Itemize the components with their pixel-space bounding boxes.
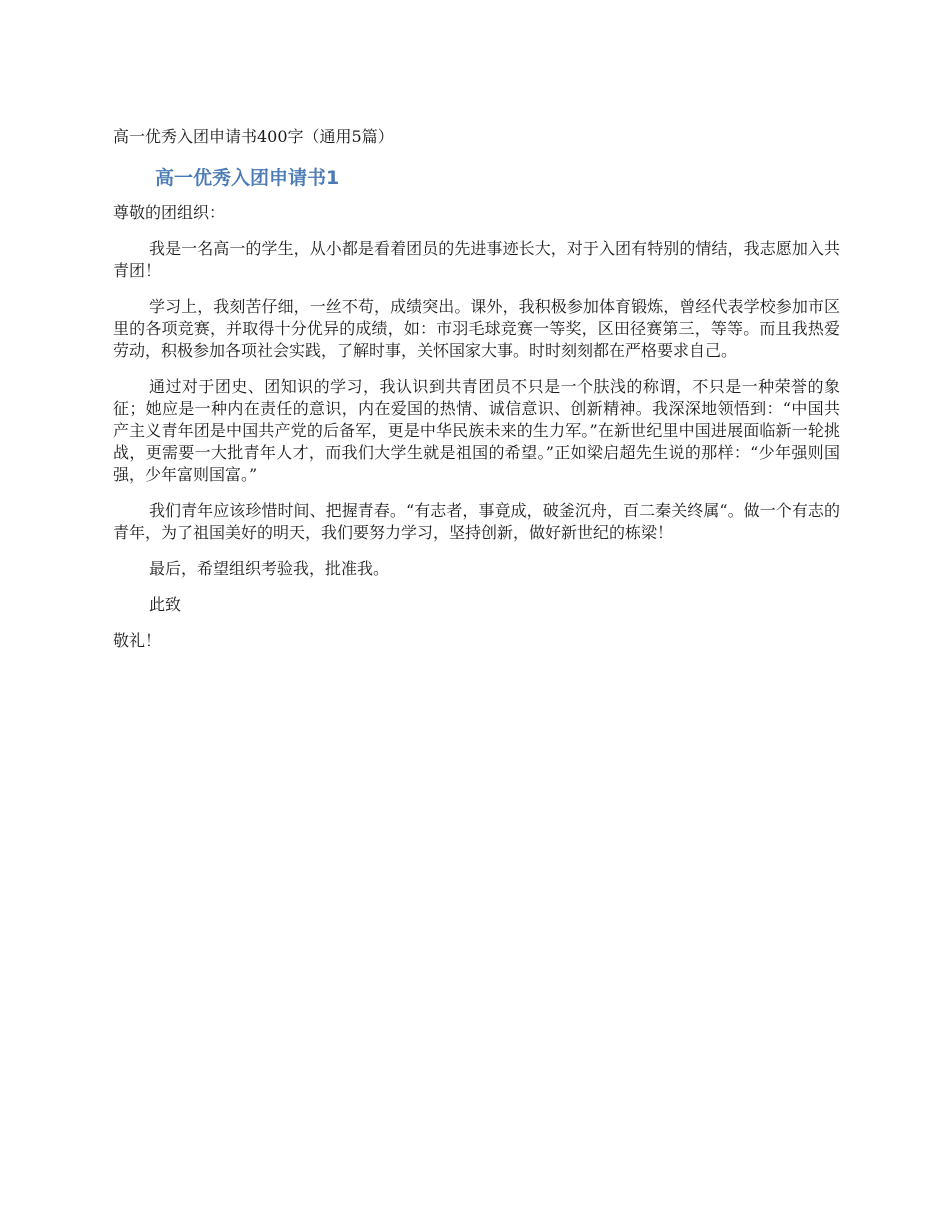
closing-line-2: 敬礼！ [113, 631, 162, 650]
body-paragraph-1: 我是一名高一的学生，从小都是看着团员的先进事迹长大，对于入团有特别的情结，我志愿加入共青团！ [113, 239, 840, 280]
body-paragraph-2: 学习上，我刻苦仔细，一丝不苟，成绩突出。课外，我积极参加体育锻炼，曾经代表学校参加市区里的各项竞赛，并取得十分优异的成绩，如：市羽毛球竞赛一等奖，区田径赛第三，等等。而且我热爱劳动，积极参加各项社会实践，了解时事，关怀国家大事。时时刻刻都在严格要求自己。 [113, 297, 840, 360]
document-title: 高一优秀入团申请书400字（通用5篇） [113, 127, 394, 146]
closing-line-1: 此致 [149, 595, 182, 614]
section-heading: 高一优秀入团申请书1 [155, 167, 340, 189]
body-paragraph-5: 最后，希望组织考验我，批准我。 [149, 559, 390, 578]
body-paragraph-3: 通过对于团史、团知识的学习，我认识到共青团员不只是一个肤浅的称谓，不只是一种荣誉的象征；她应是一种内在责任的意识，内在爱国的热情、诚信意识、创新精神。我深深地领悟到：“中国共产主义青年团是中国共产党的后备军，更是中华民族未来的生力军。”在新世纪里中国进展面临新一轮挑战，更需要一大批青年人才，而我们大学生就是祖国的希望。”正如梁启超先生说的那样：“少年强则国强，少年富则国富。” [113, 377, 840, 484]
body-paragraph-4: 我们青年应该珍惜时间、把握青春。“有志者，事竟成，破釜沉舟，百二秦关终属“。做一个有志的青年，为了祖国美好的明天，我们要努力学习，坚持创新，做好新世纪的栋梁！ [113, 501, 840, 542]
salutation: 尊敬的团组织： [113, 203, 226, 222]
document-page [113, 126, 840, 666]
